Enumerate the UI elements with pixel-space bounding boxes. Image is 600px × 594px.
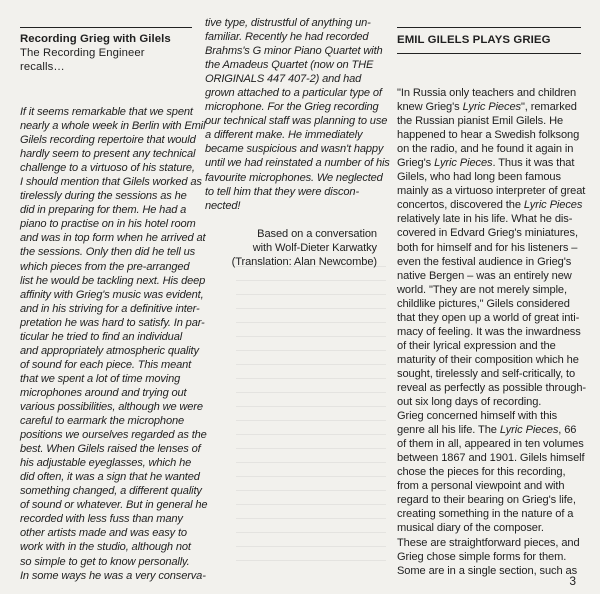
text-line: did often, it was a sign that he wanted [20, 471, 200, 484]
text-line [397, 255, 581, 269]
text-line: and was in top form when he arrived at [20, 232, 206, 245]
text-line [397, 564, 581, 578]
text-line: Gilels recording repertoire that would [20, 134, 196, 147]
text-segment: sought, tirelessly and self-critically, to [397, 367, 576, 380]
text-line [397, 325, 581, 339]
middle-column [205, 0, 390, 269]
text-line [397, 212, 581, 226]
text-line [397, 339, 581, 353]
text-line [397, 128, 581, 142]
text-segment: These are straightforward pieces, and [397, 536, 580, 549]
text-line [397, 395, 581, 409]
text-line: microphones around and trying out [20, 386, 187, 399]
right-column [397, 0, 587, 578]
text-segment: the Russian pianist Emil Gilels. He [397, 115, 564, 128]
text-line [397, 198, 581, 212]
credit-line: Based on a conversation [257, 227, 377, 240]
text-line [397, 451, 585, 465]
text-segment: Grieg chose simple forms for them. [397, 550, 567, 563]
text-line [397, 437, 584, 451]
text-segment: knew Grieg's [397, 101, 463, 114]
text-line [397, 100, 581, 114]
text-segment: world. "They are not merely simple, [397, 283, 567, 296]
text-line: ticular he tried to find an individual [20, 330, 183, 343]
text-line: something changed, a different quality [20, 485, 202, 498]
text-line: did in preparing for them. He had a [20, 204, 187, 217]
credit-line: with Wolf-Dieter Karwatky [252, 241, 377, 254]
text-segment: native Bergen – was an entirely new [397, 269, 572, 282]
text-line: the sessions. Only then did he tell us [20, 246, 195, 259]
article-body [397, 86, 587, 578]
text-segment: , 66 [558, 424, 577, 437]
text-line [397, 409, 581, 423]
text-segment: Grieg's [397, 157, 435, 170]
heading-underline [397, 53, 581, 54]
text-line: so simple to get to know personally. [20, 555, 190, 568]
text-line: and in his striving for a definitive inter- [20, 302, 200, 315]
section-subheading: The Recording Engineer recalls… [20, 47, 145, 73]
text-segment: covered in Edvard Grieg's miniatures, [397, 227, 578, 240]
text-line: microphone. For the Grieg recording [205, 101, 379, 114]
page-number: 3 [569, 574, 576, 588]
text-line: grown attached to a particular type of [205, 87, 382, 100]
text-segment: even the festival audience in Grieg's [397, 255, 572, 268]
text-line: challenge to a virtuoso of his stature, [20, 162, 195, 175]
text-line: familiar. Recently he had recorded [205, 31, 369, 44]
text-line: our technical staff was planning to use [205, 115, 388, 128]
left-column [20, 0, 208, 583]
text-segment: ", remarked [520, 101, 577, 114]
text-segment: of their lyrical expression and the [397, 339, 556, 352]
text-segment: Some are in a single section, such as [397, 564, 578, 577]
text-line: nected! [205, 199, 241, 212]
text-line: recorded with less fuss than many [20, 513, 183, 526]
text-line: list he would be tackling next. His deep [20, 274, 206, 287]
text-line [397, 493, 581, 507]
text-line [397, 86, 581, 100]
text-segment: happened to hear a Swedish folksong [397, 129, 580, 142]
credit-line: (Translation: Alan Newcombe) [231, 255, 377, 268]
text-line [397, 507, 581, 521]
text-segment: "In Russia only teachers and children [397, 87, 577, 99]
text-line: positions we ourselves regarded as the [20, 429, 207, 442]
text-segment: mainly as a virtuoso interpreter of great [397, 185, 586, 198]
bleed-through-texture [236, 266, 386, 566]
text-line: ORIGINALS 447 407-2) and had [205, 73, 362, 86]
text-segment: chose the pieces for this recording, [397, 466, 566, 479]
text-line: of sound or whatever. But in general he [20, 499, 208, 512]
article-heading: EMIL GILELS PLAYS GRIEG [397, 34, 551, 46]
italic-title: Lyric Pieces [434, 157, 493, 170]
text-line: tive type, distrustful of anything un- [205, 17, 371, 29]
text-line: In some ways he was a very conserva- [20, 569, 206, 582]
text-segment: on the radio, and he found it again in [397, 143, 574, 156]
text-segment: macy of feeling. It was the inwardness [397, 325, 581, 338]
text-line: careful to earmark the microphone [20, 415, 185, 428]
text-segment: Gilels, who had long been famous [397, 171, 561, 184]
text-line [397, 536, 581, 550]
text-line [397, 283, 581, 297]
text-line: piano to practise on in his hotel room [20, 218, 196, 231]
text-line [397, 550, 581, 564]
text-line: other artists made and was easy to [20, 527, 187, 540]
text-line: that we spent a lot of time moving [20, 372, 181, 385]
text-line: best. When Gilels raised the lenses of [20, 443, 201, 456]
text-segment: that they open up a world of great inti- [397, 311, 580, 324]
text-segment: regard to their bearing on Grieg's life, [397, 494, 576, 507]
text-line [397, 269, 581, 283]
text-segment: out six long days of recording. [397, 396, 542, 409]
text-segment: maturity of their composition which he [397, 353, 579, 366]
text-line: affinity with Grieg's music was evident, [20, 288, 204, 301]
section-heading: Recording Grieg with Gilels [20, 33, 171, 45]
text-line: the Amadeus Quartet (now on THE [205, 59, 374, 72]
text-segment: genre all his life. The [397, 424, 500, 437]
text-line [397, 156, 581, 170]
text-segment: concertos, discovered the [397, 199, 524, 212]
text-segment: . Thus it was that [492, 157, 575, 170]
text-line [397, 142, 581, 156]
text-segment: creating something in the nature of a [397, 508, 574, 521]
text-line: became suspicious and wasn't happy [205, 143, 384, 156]
text-line [397, 114, 581, 128]
text-segment: between 1867 and 1901. Gilels himself [397, 452, 585, 465]
text-line: until we had reinstated a number of his [205, 157, 390, 170]
text-line [397, 381, 587, 395]
text-line: Brahms's G minor Piano Quartet with [205, 45, 383, 58]
text-segment: of them in all, appeared in ten volumes [397, 438, 584, 451]
text-segment: relatively late in his life. What he dis- [397, 213, 573, 226]
italic-title: Lyric Pieces [462, 101, 521, 114]
text-line: a different make. He immediately [205, 129, 363, 142]
text-line: tirelessly during the sessions as he [20, 190, 187, 203]
text-line [397, 311, 581, 325]
text-line [397, 367, 581, 381]
text-line [397, 297, 581, 311]
text-segment: Grieg concerned himself with this [397, 410, 558, 423]
engineer-account-text [20, 105, 208, 583]
text-line [397, 423, 581, 437]
text-line: various possibilities, although we were [20, 400, 203, 413]
text-line: work with in the studio, although not [20, 541, 191, 554]
text-line: of sound for each piece. This meant [20, 358, 192, 371]
text-segment: reveal as perfectly as possible through- [397, 381, 587, 394]
text-line: nearly a whole week in Berlin with Emil [20, 120, 206, 133]
text-line: which pieces from the pre-arranged [20, 260, 190, 273]
text-segment: childlike pictures," Gilels considered [397, 297, 570, 310]
text-line [397, 170, 581, 184]
text-line [397, 184, 586, 198]
text-line [397, 226, 581, 240]
italic-title: Lyric Pieces [523, 199, 583, 212]
text-line: I should mention that Gilels worked as [20, 176, 202, 189]
text-line: hardly seem to present any technical [20, 148, 196, 161]
text-line [397, 241, 581, 255]
text-segment: from a personal viewpoint and with [397, 480, 565, 493]
source-credit [205, 227, 377, 269]
text-line [397, 465, 581, 479]
text-line: and appropriately atmospheric quality [20, 344, 199, 357]
top-rule [397, 27, 581, 28]
text-line [397, 353, 581, 367]
text-line: favourite microphones. We neglected [205, 171, 383, 184]
text-line: pretation he was hard to satisfy. In par- [20, 316, 205, 329]
text-segment: both for himself and for his listeners – [397, 241, 578, 254]
top-rule [20, 27, 192, 28]
text-segment: musical diary of the composer. [397, 522, 544, 535]
text-line [397, 479, 581, 493]
text-line: his adjustable eyeglasses, which he [20, 457, 192, 470]
engineer-account-continued [205, 16, 390, 213]
text-line: to tell him that they were discon- [205, 185, 359, 198]
text-line [397, 521, 581, 535]
text-line: If it seems remarkable that we spent [20, 106, 193, 118]
italic-title: Lyric Pieces [499, 424, 559, 437]
